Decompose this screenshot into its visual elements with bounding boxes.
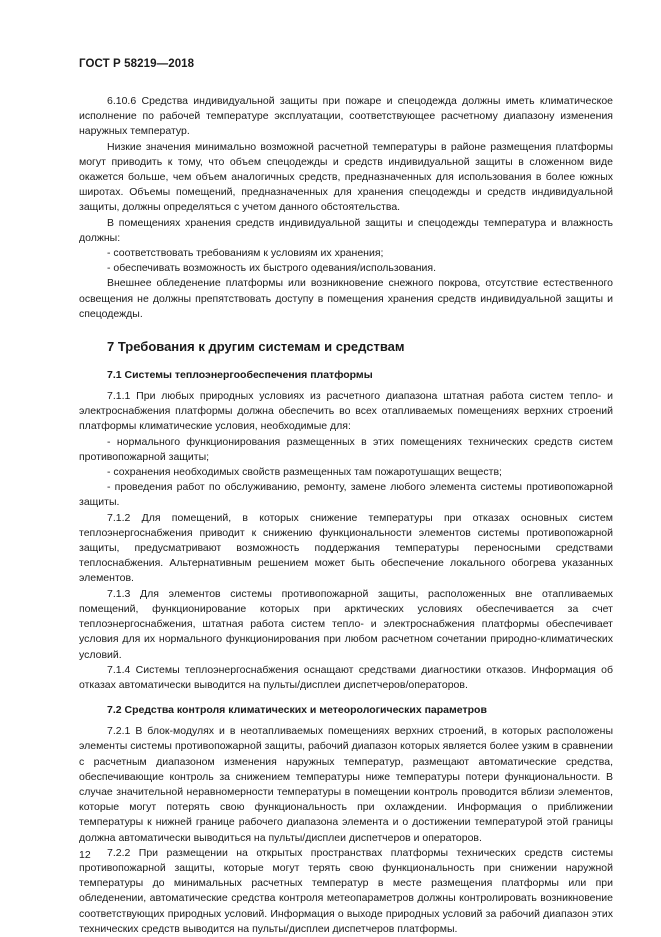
page-number: 12: [79, 849, 91, 861]
paragraph-7-1-4: 7.1.4 Системы теплоэнергоснабжения оснащают средствами диагностики отказов. Информация об отказах автоматически выводится на пульты/дисплеи диспетчеров/операторов.: [79, 663, 613, 691]
section-title: 7 Требования к другим системам и средствам: [107, 339, 405, 355]
list-item: - обеспечивать возможность их быстрого одевания/использования.: [107, 262, 437, 275]
paragraph-7-1-2: 7.1.2 Для помещений, в которых снижение температуры при отказах основных систем теплоэнергоснабжения приводит к снижению функциональности элементов системы противопожарной защиты, предусматривают возможность поддержания температуры переносными средствами теплоснабжения. Альтернативным решением может быть обеспечение локального обогрева указанных элементов.: [79, 511, 613, 585]
subsection-title: 7.2 Средства контроля климатических и метеорологических параметров: [107, 704, 487, 717]
list-item: - проведения работ по обслуживанию, ремонту, замене любого элемента системы противопожарной защиты.: [79, 481, 613, 509]
document-header: ГОСТ Р 58219—2018: [79, 58, 195, 70]
paragraph-7-1-1: 7.1.1 При любых природных условиях из расчетного диапазона штатная работа систем тепло- и электроснабжения платформы должна обеспечить во всех отапливаемых помещениях верхних строений платформы климатические условия, необходимые для:: [79, 390, 613, 433]
list-item: - сохранения необходимых свойств размещенных там пожаротушащих веществ;: [107, 466, 502, 479]
paragraph-7-2-2: 7.2.2 При размещении на открытых пространствах платформы технических средств системы противопожарной защиты, которые могут терять свою функциональность при снижении наружной температуры до минимальных расчетных температур в месте размещения платформы или при обледенении, автоматические средства контроля метеопараметров должны контролировать возникновение соответствующих природных условий. Информация о выходе природных условий за рабочий диапазон этих технических средств выводится на пульты/дисплеи диспетчеров платформы.: [79, 846, 613, 935]
paragraph-6-10-6: 6.10.6 Средства индивидуальной защиты при пожаре и спецодежда должны иметь климатическое исполнение по рабочей температуре эксплуатации, соответствующее расчетному диапазону изменения наружных температур.: [79, 95, 613, 138]
subsection-title: 7.1 Системы теплоэнергообеспечения платформы: [107, 369, 373, 382]
paragraph-icing: Внешнее обледенение платформы или возникновение снежного покрова, отсутствие естественного освещения не должны препятствовать доступу в помещения хранения средств индивидуальной защиты и спецодежды.: [79, 277, 613, 320]
page-content: [79, 94, 613, 937]
list-item: - соответствовать требованиям к условиям их хранения;: [107, 247, 384, 260]
paragraph-low-temperature: Низкие значения минимально возможной расчетной температуры в районе размещения платформы могут приводить к тому, что объем спецодежды и средств индивидуальной защиты в сложенном виде окажется больше, чем объем аналогичных средств, предназначенных для использования в более южных широтах. Объемы помещений, предназначенных для хранения спецодежды и средств индивидуальной защиты, должны определяться с учетом данного обстоятельства.: [79, 140, 613, 214]
paragraph-storage-rooms: В помещениях хранения средств индивидуальной защиты и спецодежды температура и влажность должны:: [79, 216, 613, 244]
list-item: - нормального функционирования размещенных в этих помещениях технических средств систем противопожарной защиты;: [79, 435, 613, 463]
paragraph-7-2-1: 7.2.1 В блок-модулях и в неотапливаемых помещениях верхних строений, в которых расположены элементы системы противопожарной защиты, рабочий диапазон которых является более узким в сравнении с расчетным диапазоном изменения наружных температур, размещают автоматические средства, обеспечивающие контроль за снижением температуры ниже температуры потери функциональности. В случае значительной неравномерности температуры в помещении контроль проводится вблизи элементов, которые могут потерять свою функциональность при охлаждении. Информация о приближении температуры к нижней границе рабочего диапазона элемента и о достижении температурой этой границы должна автоматически выводиться на пульты/дисплеи диспетчеров и операторов.: [79, 725, 613, 844]
paragraph-7-1-3: 7.1.3 Для элементов системы противопожарной защиты, расположенных вне отапливаемых помещений, функционирование которых при арктических условиях обеспечивается за счет теплоэнергоснабжения, штатная работа систем тепло- и электроснабжения платформы обеспечивает условия для их нормального функционирования при любом расчетном сочетании природно-климатических условий.: [79, 587, 613, 661]
